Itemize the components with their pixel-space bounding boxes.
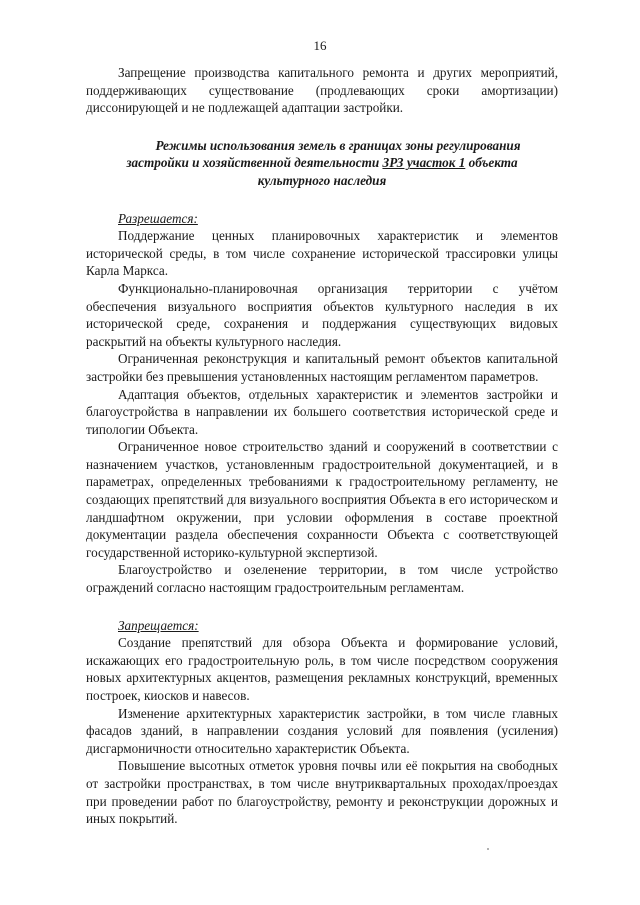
forbidden-heading: Запрещается: [118,617,199,633]
page-number: 16 [313,38,327,53]
allowed-heading: Разрешается: [118,210,198,226]
section-title-zone: ЗРЗ участок 1 [382,155,466,171]
document-body [86,64,558,828]
allowed-item: Благоустройство и озеленение территории, в том числе устройство ограждений согласно настоящим градостроительным регламентам. [86,562,558,596]
scan-speck [487,848,489,850]
allowed-item: Функционально-планировочная организация территории с учётом обеспечения визуального восприятия объектов культурного наследия в их исторической среде, сохранения и поддержания существующих видовых раскрытий на объекты культурного наследия. [86,280,558,349]
allowed-item: Поддержание ценных планировочных характеристик и элементов исторической среды, в том числе сохранение исторической трассировки улицы Карла Маркса. [86,228,558,279]
allowed-item: Адаптация объектов, отдельных характеристик и элементов застройки и благоустройства в направлении их большего соответствия исторической среде и типологии Объекта. [86,386,558,437]
section-title-part1: Режимы использования земель в границах зоны регулирования застройки и хозяйственной деятельности [126,137,521,171]
section-title-part2: объекта культурного наследия [257,155,518,188]
allowed-item: Ограниченная реконструкция и капитальный ремонт объектов капитальной застройки без превышения установленных настоящим регламентом параметров. [86,351,558,384]
allowed-item: Ограниченное новое строительство зданий и сооружений в соответствии с назначением участков, установленным градостроительной документацией, и в параметрах, определенных требованиями к градостроительному регламенту, не создающих препятствий для визуального восприятия Объекта в его историческом и ландшафтном окружении, при условии оформления в составе проектной документации раздела обеспечения сохранности Объекта с соответствующей государственной историко-культурной экспертизой. [86,439,558,560]
forbidden-item: Создание препятствий для обзора Объекта и формирование условий, искажающих его градостроительную роль, в том числе посредством сооружения новых архитектурных акцентов, размещения рекламных конструкций, временных построек, киосков и навесов. [86,635,558,703]
forbidden-item: Повышение высотных отметок уровня почвы или её покрытия на свободных от застройки пространствах, в том числе внутриквартальных проходах/проездах при проведении работ по благоустройству, ремонту и реконструкции дорожных и иных покрытий. [86,758,558,827]
section-title [86,137,558,190]
intro-paragraph: Запрещение производства капитального ремонта и других мероприятий, поддерживающих существование (продлевающих сроки амортизации) диссонирующей и не подлежащей адаптации застройки. [86,65,558,116]
forbidden-item: Изменение архитектурных характеристик застройки, в том числе главных фасадов зданий, в направлении создания условий для появления (усиления) дисгармоничности относительно характеристик Объекта. [86,705,558,756]
